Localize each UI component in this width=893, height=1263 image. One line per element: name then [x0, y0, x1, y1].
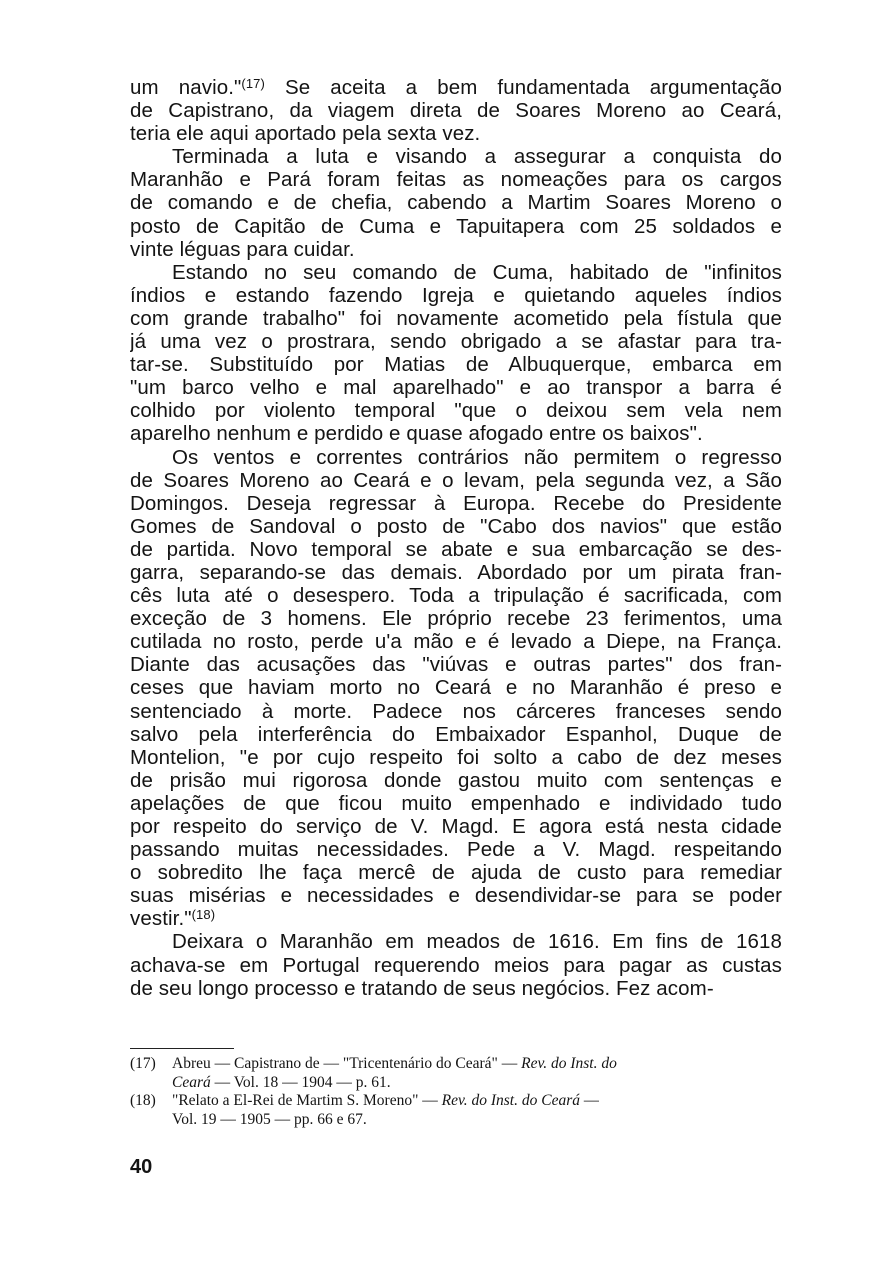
- footnote-line: [172, 1074, 617, 1093]
- text-line: Domingos. Deseja regressar à Europa. Recebe do Presidente: [130, 491, 782, 515]
- text-line: Gomes de Sandoval o posto de "Cabo dos navios" que estão: [130, 514, 782, 538]
- text-line: de Capistrano, da viagem direta de Soares Moreno ao Ceará,: [130, 99, 782, 123]
- footnote-number: (18): [130, 1092, 156, 1109]
- text-line: passando muitas necessidades. Pede a V. Magd. respeitando: [130, 838, 782, 862]
- text-line: [130, 907, 782, 930]
- text-line: posto de Capitão de Cuma e Tapuitapera com 25 soldados e: [130, 214, 782, 238]
- paragraph: [130, 446, 782, 931]
- text-line: índios e estando fazendo Igreja e quietando aqueles índios: [130, 283, 782, 307]
- text-fragment: um navio.": [130, 76, 242, 99]
- text-line: Montelion, "e por cujo respeito foi solto a cabo de dez meses: [130, 745, 782, 769]
- text-line: cutilada no rosto, perde u'a mão e é levado a Diepe, na França.: [130, 630, 782, 654]
- page-body: [130, 76, 782, 1000]
- footnote-rule: [130, 1048, 234, 1049]
- footnote-line: [172, 1111, 599, 1130]
- footnote-reference: (17): [241, 76, 265, 91]
- footnote-item: [130, 1055, 778, 1092]
- text-fragment: Vol. 19 — 1905 — pp. 66 e 67.: [172, 1110, 367, 1128]
- text-line: [130, 76, 782, 99]
- footnote-text: [172, 1055, 617, 1092]
- page-number: 40: [130, 1156, 153, 1178]
- text-line: apelações de que ficou muito empenhado e individado tudo: [130, 791, 782, 815]
- text-line: de comando e de chefia, cabendo a Martim Soares Moreno o: [130, 191, 782, 215]
- footnote-text: [172, 1092, 599, 1129]
- paragraph: [130, 145, 782, 260]
- text-line: de prisão mui rigorosa donde gastou muito com sentenças e: [130, 768, 782, 792]
- footnote-number: (17): [130, 1055, 156, 1072]
- text-line: achava-se em Portugal requerendo meios para pagar as custas: [130, 953, 782, 977]
- text-line: garra, separando-se das demais. Abordado por um pirata fran-: [130, 560, 782, 584]
- text-line: de partida. Novo temporal se abate e sua embarcação se des-: [130, 537, 782, 561]
- text-line: Deixara o Maranhão em meados de 1616. Em fins de 1618: [172, 930, 782, 954]
- text-line: suas misérias e necessidades e desendividar-se para se poder: [130, 884, 782, 908]
- text-line: Maranhão e Pará foram feitas as nomeações para os cargos: [130, 168, 782, 192]
- text-line: Diante das acusações das "viúvas e outras partes" dos fran-: [130, 653, 782, 677]
- text-line: de seu longo processo e tratando de seus negócios. Fez acom-: [130, 976, 714, 1000]
- text-fragment: — Vol. 18 — 1904 — p. 61.: [210, 1073, 391, 1091]
- text-line: tar-se. Substituído por Matias de Albuquerque, embarca em: [130, 353, 782, 377]
- text-fragment: Abreu — Capistrano de — "Tricentenário do Ceará" —: [172, 1055, 522, 1072]
- text-line: de Soares Moreno ao Ceará e o levam, pela segunda vez, a São: [130, 468, 782, 492]
- footnotes: [130, 1048, 778, 1129]
- text-line: Estando no seu comando de Cuma, habitado de "infinitos: [172, 260, 782, 284]
- text-line: por respeito do serviço de V. Magd. E agora está nesta cidade: [130, 815, 782, 838]
- text-line: "um barco velho e mal aparelhado" e ao transpor a barra é: [130, 376, 782, 400]
- text-line: com grande trabalho" foi novamente acometido pela fístula que: [130, 306, 782, 330]
- footnote-reference: (18): [191, 907, 216, 923]
- text-line: exceção de 3 homens. Ele próprio recebe 23 ferimentos, uma: [130, 607, 782, 631]
- text-line: já uma vez o prostrara, sendo obrigado a se afastar para tra-: [130, 330, 782, 354]
- paragraph: [130, 261, 782, 446]
- paragraph: [130, 76, 782, 145]
- text-line: aparelho nenhum e perdido e quase afogado entre os baixos".: [130, 422, 703, 446]
- text-line: cês luta até o desespero. Toda a tripulação é sacrificada, com: [130, 584, 782, 608]
- text-fragment: —: [579, 1092, 600, 1109]
- text-fragment: Se aceita a bem fundamentada argumentação: [264, 76, 782, 99]
- citation-title: Rev. do Inst. do Ceará: [441, 1092, 580, 1109]
- text-line: salvo pela interferência do Embaixador Espanhol, Duque de: [130, 722, 782, 746]
- text-line: o sobredito lhe faça mercê de ajuda de custo para remediar: [130, 861, 782, 885]
- text-line: Terminada a luta e visando a assegurar a conquista do: [172, 145, 782, 169]
- body-text: [130, 76, 782, 1000]
- footnote-item: [130, 1092, 778, 1129]
- text-line: colhido por violento temporal "que o deixou sem vela nem: [130, 399, 782, 423]
- text-fragment: vestir.": [130, 907, 192, 931]
- text-line: sentenciado à morte. Padece nos cárceres franceses sendo: [130, 699, 782, 723]
- text-fragment: "Relato a El-Rei de Martim S. Moreno" —: [172, 1092, 442, 1109]
- text-line: Os ventos e correntes contrários não permitem o regresso: [172, 445, 782, 469]
- paragraph: [130, 930, 782, 999]
- citation-title: Ceará: [172, 1073, 211, 1091]
- text-line: vinte léguas para cuidar.: [130, 237, 355, 261]
- footnote-list: [130, 1055, 778, 1129]
- citation-title: Rev. do Inst. do: [521, 1055, 617, 1072]
- text-line: teria ele aqui aportado pela sexta vez.: [130, 122, 481, 146]
- text-line: ceses que haviam morto no Ceará e no Maranhão é preso e: [130, 676, 782, 700]
- footnote-line: [172, 1055, 617, 1074]
- footnote-line: [172, 1092, 599, 1111]
